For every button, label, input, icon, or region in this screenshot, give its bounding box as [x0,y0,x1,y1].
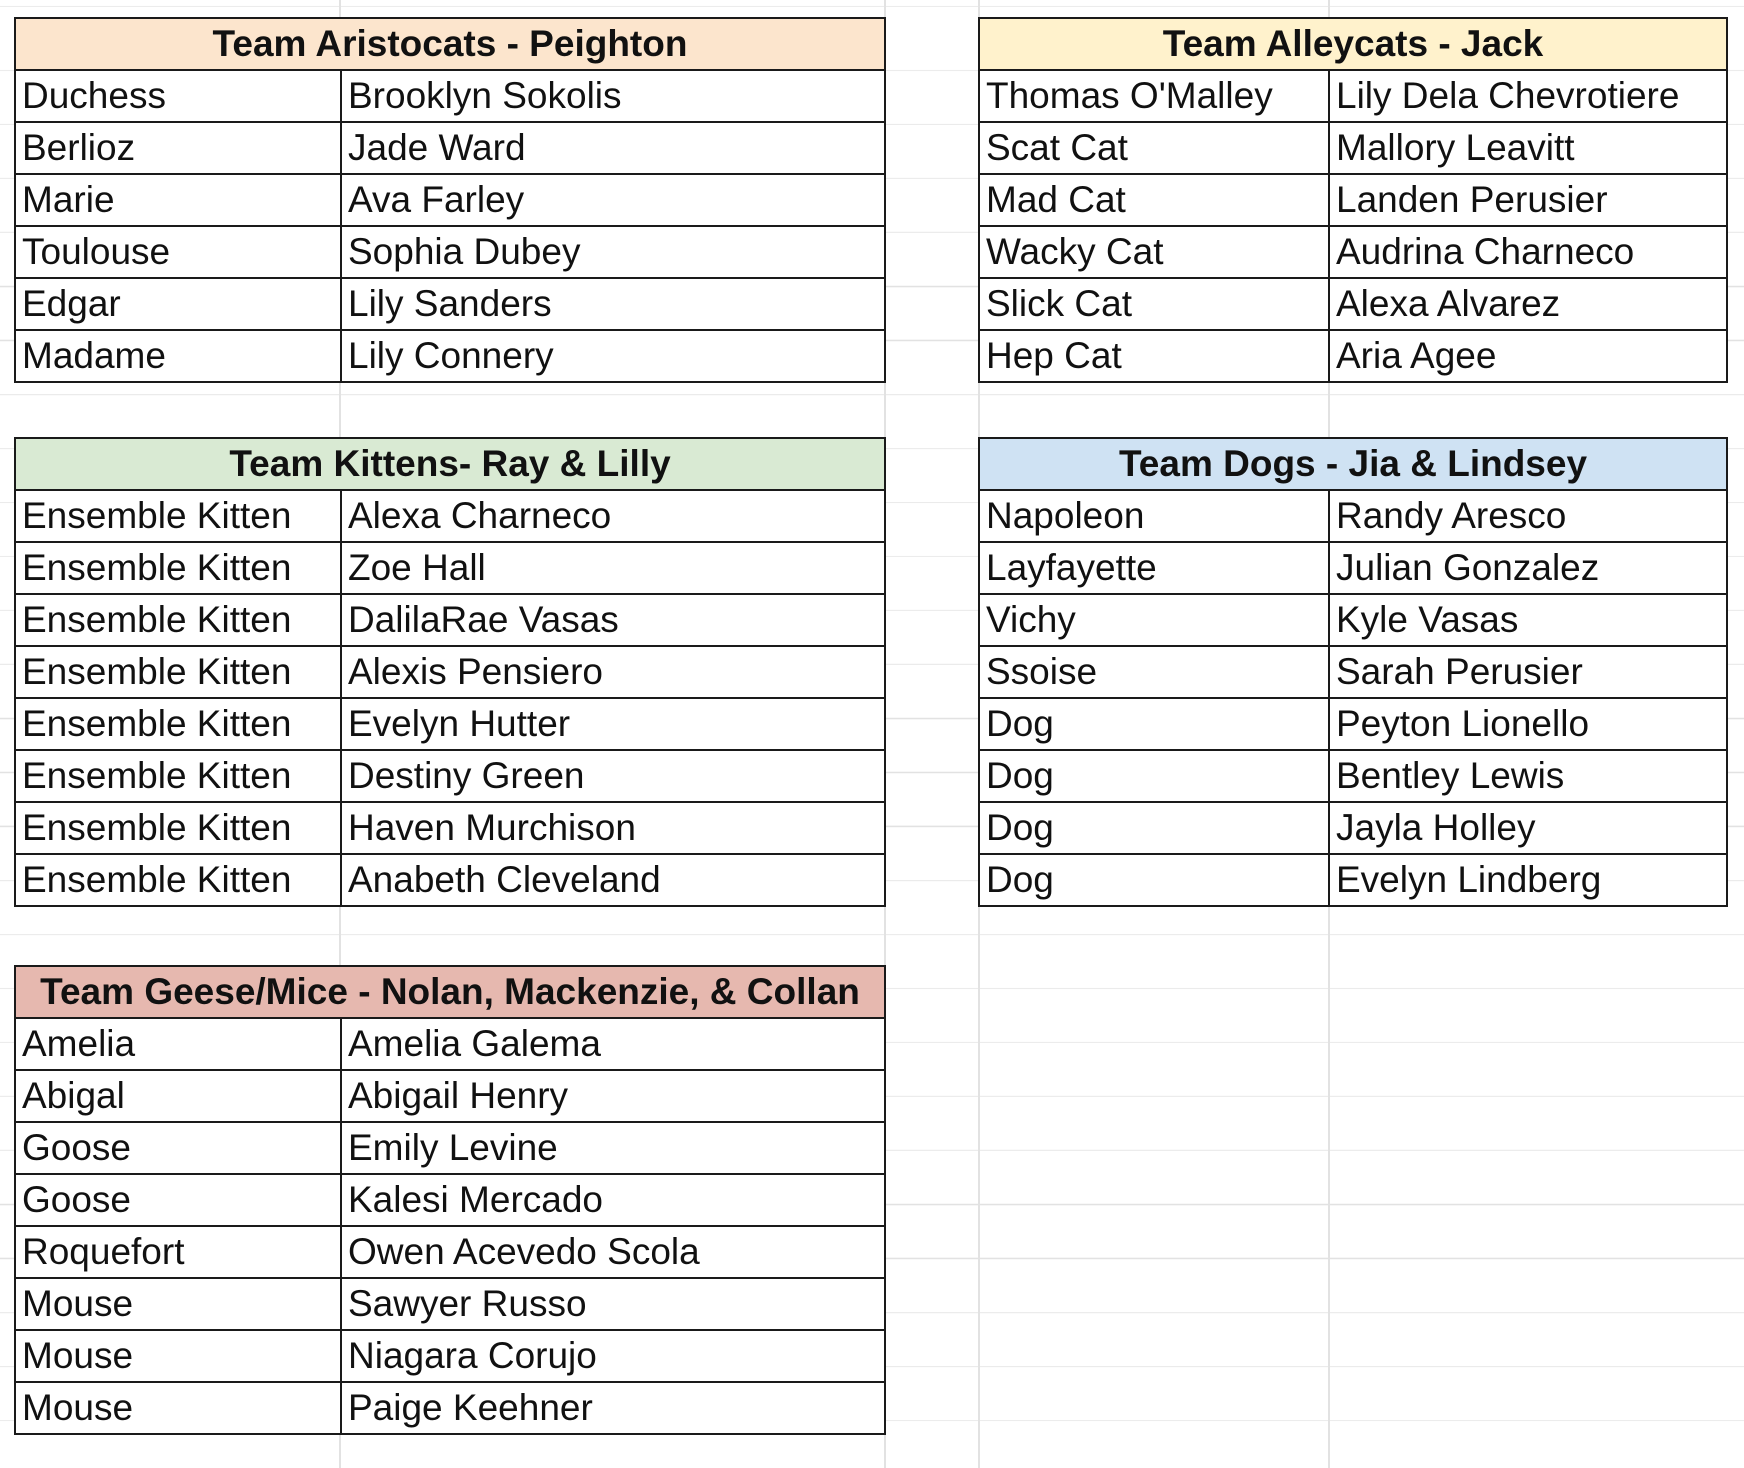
cast-name-cell[interactable]: Alexa Alvarez [1329,278,1727,330]
cast-name-cell[interactable]: Ava Farley [341,174,885,226]
role-cell[interactable]: Vichy [979,594,1329,646]
cast-name-cell[interactable]: Alexis Pensiero [341,646,885,698]
cast-name-cell[interactable]: Brooklyn Sokolis [341,70,885,122]
role-cell[interactable]: Ensemble Kitten [15,490,341,542]
role-cell[interactable]: Hep Cat [979,330,1329,382]
table-row [15,1382,885,1434]
role-cell[interactable]: Thomas O'Malley [979,70,1329,122]
table-row [15,1174,885,1226]
table-row [15,1070,885,1122]
role-cell[interactable]: Ensemble Kitten [15,646,341,698]
role-cell[interactable]: Goose [15,1174,341,1226]
team-alleycats-header[interactable]: Team Alleycats - Jack [979,18,1727,70]
cast-name-cell[interactable]: Peyton Lionello [1329,698,1727,750]
table-row [979,750,1727,802]
role-cell[interactable]: Ensemble Kitten [15,542,341,594]
table-row [15,698,885,750]
role-cell[interactable]: Ssoise [979,646,1329,698]
team-aristocats-header[interactable]: Team Aristocats - Peighton [15,18,885,70]
cast-name-cell[interactable]: Niagara Corujo [341,1330,885,1382]
team-dogs-header[interactable]: Team Dogs - Jia & Lindsey [979,438,1727,490]
table-row [979,122,1727,174]
team-geese-mice-header[interactable]: Team Geese/Mice - Nolan, Mackenzie, & Collan [15,966,885,1018]
role-cell[interactable]: Napoleon [979,490,1329,542]
role-cell[interactable]: Scat Cat [979,122,1329,174]
cast-name-cell[interactable]: Kalesi Mercado [341,1174,885,1226]
table-row [979,542,1727,594]
role-cell[interactable]: Ensemble Kitten [15,854,341,906]
role-cell[interactable]: Mouse [15,1382,341,1434]
table-row [15,802,885,854]
table-row [979,490,1727,542]
team-dogs-table [978,437,1728,907]
role-cell[interactable]: Goose [15,1122,341,1174]
cast-name-cell[interactable]: Abigail Henry [341,1070,885,1122]
cast-name-cell[interactable]: Owen Acevedo Scola [341,1226,885,1278]
role-cell[interactable]: Toulouse [15,226,341,278]
cast-name-cell[interactable]: DalilaRae Vasas [341,594,885,646]
cast-name-cell[interactable]: Sarah Perusier [1329,646,1727,698]
role-cell[interactable]: Ensemble Kitten [15,750,341,802]
table-row [15,646,885,698]
cast-name-cell[interactable]: Emily Levine [341,1122,885,1174]
table-row [979,802,1727,854]
cast-name-cell[interactable]: Julian Gonzalez [1329,542,1727,594]
table-row [979,698,1727,750]
cast-name-cell[interactable]: Kyle Vasas [1329,594,1727,646]
table-row [979,174,1727,226]
table-row [979,854,1727,906]
table-row [15,490,885,542]
table-row [979,646,1727,698]
cast-name-cell[interactable]: Zoe Hall [341,542,885,594]
role-cell[interactable]: Dog [979,802,1329,854]
table-row [15,1330,885,1382]
cast-name-cell[interactable]: Lily Connery [341,330,885,382]
team-kittens-table [14,437,886,907]
role-cell[interactable]: Layfayette [979,542,1329,594]
table-row [15,174,885,226]
cast-name-cell[interactable]: Evelyn Lindberg [1329,854,1727,906]
table-row [15,1122,885,1174]
role-cell[interactable]: Ensemble Kitten [15,698,341,750]
team-geese-mice-table [14,965,886,1435]
cast-name-cell[interactable]: Destiny Green [341,750,885,802]
role-cell[interactable]: Madame [15,330,341,382]
role-cell[interactable]: Mouse [15,1330,341,1382]
role-cell[interactable]: Amelia [15,1018,341,1070]
cast-name-cell[interactable]: Haven Murchison [341,802,885,854]
table-row [15,278,885,330]
role-cell[interactable]: Ensemble Kitten [15,802,341,854]
table-row [15,330,885,382]
team-alleycats-table [978,17,1728,383]
role-cell[interactable]: Ensemble Kitten [15,594,341,646]
cast-name-cell[interactable]: Anabeth Cleveland [341,854,885,906]
table-row [15,1226,885,1278]
table-row [15,122,885,174]
role-cell[interactable]: Mad Cat [979,174,1329,226]
role-cell[interactable]: Wacky Cat [979,226,1329,278]
cast-name-cell[interactable]: Evelyn Hutter [341,698,885,750]
cast-name-cell[interactable]: Aria Agee [1329,330,1727,382]
cast-name-cell[interactable]: Mallory Leavitt [1329,122,1727,174]
table-row [15,1278,885,1330]
cast-name-cell[interactable]: Jayla Holley [1329,802,1727,854]
cast-name-cell[interactable]: Bentley Lewis [1329,750,1727,802]
table-row [15,854,885,906]
role-cell[interactable]: Slick Cat [979,278,1329,330]
role-cell[interactable]: Berlioz [15,122,341,174]
role-cell[interactable]: Edgar [15,278,341,330]
cast-name-cell[interactable]: Jade Ward [341,122,885,174]
table-row [979,226,1727,278]
cast-name-cell[interactable]: Sophia Dubey [341,226,885,278]
role-cell[interactable]: Duchess [15,70,341,122]
role-cell[interactable]: Dog [979,854,1329,906]
table-row [15,1018,885,1070]
cast-name-cell[interactable]: Paige Keehner [341,1382,885,1434]
cast-name-cell[interactable]: Sawyer Russo [341,1278,885,1330]
cast-name-cell[interactable]: Alexa Charneco [341,490,885,542]
table-row [979,594,1727,646]
team-kittens-header[interactable]: Team Kittens- Ray & Lilly [15,438,885,490]
role-cell[interactable]: Dog [979,698,1329,750]
cast-name-cell[interactable]: Lily Sanders [341,278,885,330]
cast-name-cell[interactable]: Randy Aresco [1329,490,1727,542]
table-row [979,70,1727,122]
table-row [15,70,885,122]
table-row [15,594,885,646]
cast-name-cell[interactable]: Lily Dela Chevrotiere [1329,70,1727,122]
role-cell[interactable]: Dog [979,750,1329,802]
cast-name-cell[interactable]: Audrina Charneco [1329,226,1727,278]
role-cell[interactable]: Mouse [15,1278,341,1330]
role-cell[interactable]: Roquefort [15,1226,341,1278]
table-row [979,278,1727,330]
cast-name-cell[interactable]: Landen Perusier [1329,174,1727,226]
table-row [979,330,1727,382]
role-cell[interactable]: Abigal [15,1070,341,1122]
team-aristocats-table [14,17,886,383]
role-cell[interactable]: Marie [15,174,341,226]
table-row [15,542,885,594]
table-row [15,226,885,278]
table-row [15,750,885,802]
cast-name-cell[interactable]: Amelia Galema [341,1018,885,1070]
